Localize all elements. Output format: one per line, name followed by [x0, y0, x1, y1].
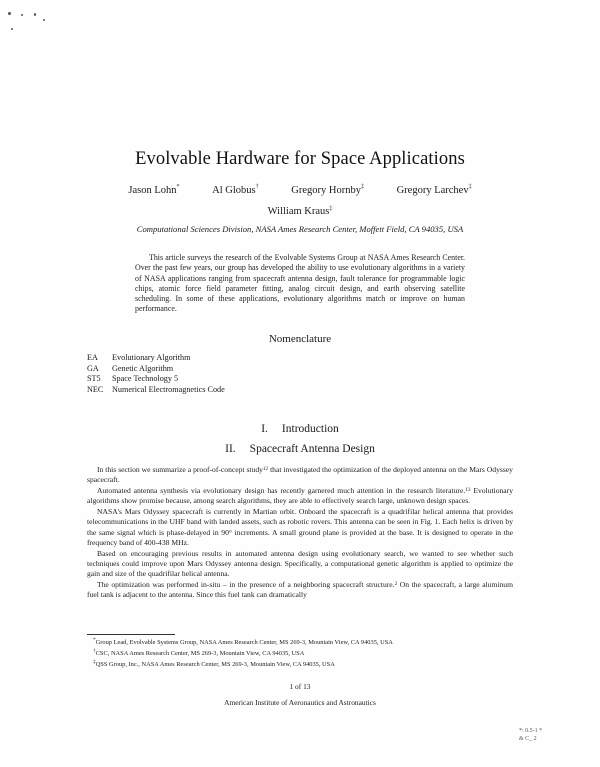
- paragraph: NASA's Mars Odyssey spacecraft is currently in Martian orbit. Onboard the spacecraft is a quadrifilar helical antenna that provides telecommunications in the UHF band with landed assets, such as robotic rovers. This antenna can be seen in Fig. 1. Each helix is driven by the same signal which is phase-delayed in 90° increments. A small ground plane is provided at the base. It is designed to operate in the frequency band of 400-438 MHz.: [87, 507, 513, 547]
- citation: 2: [394, 581, 398, 588]
- paragraph: Based on encouraging previous results in automated antenna design using evolutionary search, we wanted to see whether such techniques could improve upon Mars Odyssey antenna design. Specifically, a computational genetic algorithm is applied to optimize the gain and size of the quadrifilar helical antenna.: [87, 548, 513, 578]
- abstract: This article surveys the research of the Evolvable Systems Group at NASA Ames Research Center. Over the past few years, our group has developed the ability to use evolutionary algorithms in a variety of NASA applications ranging from spacecraft antenna design, fault tolerance for programmable logic chips, atomic force field parameter fitting, analog circuit design, and earth observing satellite scheduling. In some of these applications, evolutionary algorithms match or improve on human performance.: [135, 253, 465, 314]
- affiliation: Computational Sciences Division, NASA Ames Research Center, Moffett Field, CA 94035, USA: [136, 224, 464, 234]
- nomenclature-heading: Nomenclature: [268, 333, 332, 345]
- author: Jason Lohn*: [128, 184, 180, 196]
- paragraph: Automated antenna synthesis via evolutionary design has recently garnered much attention in the research literature.$^{13}$ Evolutionary algorithms show promise because, among search algorithms, they are able to effectively search large, unknown design spaces.: [87, 486, 513, 506]
- paper-title: Evolvable Hardware for Space Applications: [135, 149, 465, 169]
- nomenclature-list: [87, 353, 225, 395]
- section-heading-antenna: II. Spacecraft Antenna Design: [225, 443, 375, 455]
- author: Gregory Hornby‡: [291, 184, 364, 196]
- scan-speck: [21, 14, 23, 16]
- nomenclature-item: NEC Numerical Electromagnetics Code: [87, 384, 225, 394]
- footnotes: [87, 636, 517, 669]
- footnote-rule: [87, 634, 175, 635]
- nomenclature-item: GA Genetic Algorithm: [87, 363, 174, 373]
- scan-speck: [34, 13, 36, 16]
- scan-stamp: *: 0.5-1 * & C_ 2: [519, 728, 543, 742]
- body-text: [87, 465, 513, 600]
- paragraph: The optimization was performed in-situ – in the presence of a neighboring spacecraft structure.$^2$ On the spacecraft, a large aluminum fuel tank is adjacent to the antenna. Since this fuel tank can dramatically: [87, 580, 513, 600]
- scan-speck: [11, 28, 13, 30]
- paragraph: In this section we summarize a proof-of-concept study$^{12}$ that investigated the optimization of the deployed antenna on the Mars Odyssey spacecraft.: [87, 465, 513, 485]
- author-list: [0, 185, 600, 196]
- page-number: 1 of 13: [289, 682, 311, 691]
- scan-speck: [43, 19, 45, 21]
- citation: 12: [262, 466, 269, 472]
- citation: 13: [465, 487, 471, 494]
- footnote: †CSC, NASA Ames Research Center, MS 269-3, Mountain View, CA 94035, USA: [93, 648, 305, 658]
- footnote: ‡QSS Group, Inc., NASA Ames Research Center, MS 269-3, Mountain View, CA 94035, USA: [93, 659, 335, 669]
- author: Al Globus†: [212, 184, 259, 196]
- section-heading-introduction: I. Introduction: [261, 423, 339, 435]
- author: William Kraus‡: [267, 206, 333, 217]
- publisher-footer: American Institute of Aeronautics and Astronautics: [224, 698, 376, 707]
- scan-speck: [8, 12, 11, 15]
- nomenclature-item: EA Evolutionary Algorithm: [87, 353, 191, 362]
- author: Gregory Larchev‡: [396, 184, 472, 196]
- footnote: *Group Lead, Evolvable Systems Group, NASA Ames Research Center, MS 269-3, Mountain View, CA 94035, USA: [93, 637, 393, 647]
- nomenclature-item: ST5 Space Technology 5: [87, 374, 179, 384]
